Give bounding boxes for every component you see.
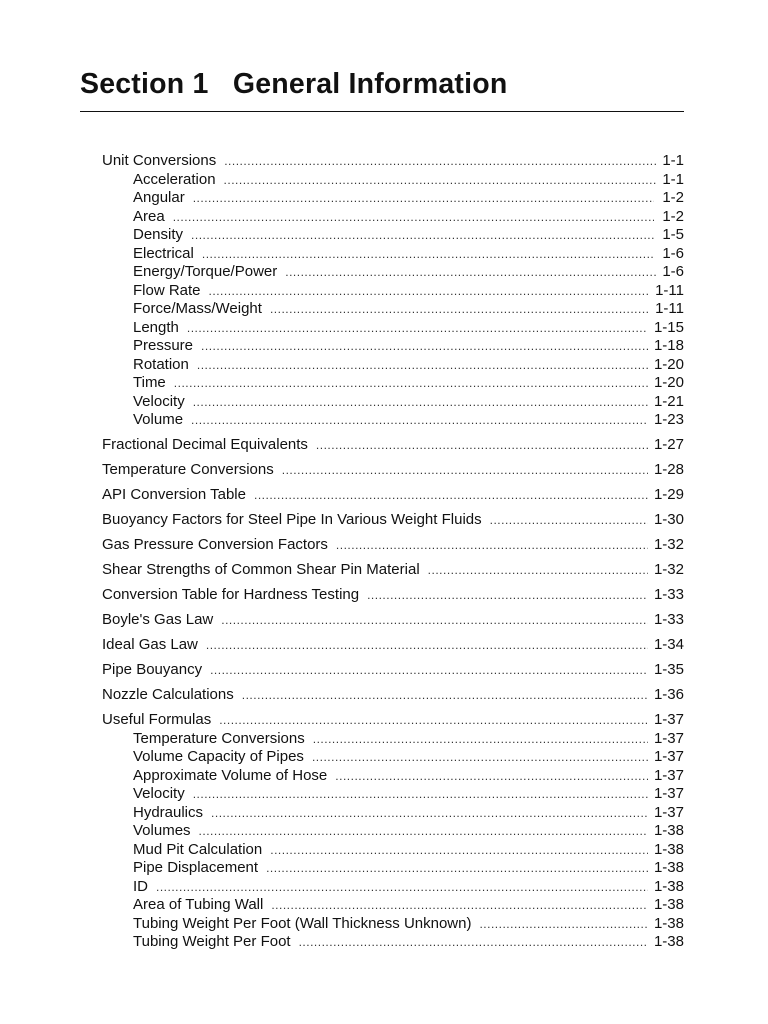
- toc-entry-page: 1-38: [653, 877, 684, 895]
- toc-entry-label: Pipe Bouyancy: [102, 661, 203, 678]
- toc-entry-label: Temperature Conversions: [102, 461, 274, 478]
- toc-entry-label: Area of Tubing Wall: [133, 896, 264, 913]
- toc-subentry: [102, 822, 684, 841]
- toc-entry: [102, 686, 684, 705]
- toc-entry-page: 1-30: [653, 511, 684, 528]
- toc-entry: [102, 536, 684, 555]
- toc-entry-label: Pipe Displacement: [133, 859, 259, 876]
- toc-entry-label: Angular: [133, 189, 185, 206]
- toc-entry-label: Energy/Torque/Power: [133, 263, 278, 280]
- dot-leader: [299, 933, 648, 952]
- dot-leader: [271, 896, 648, 915]
- dot-leader: [174, 374, 648, 393]
- toc-entry: [102, 711, 684, 730]
- toc-subentry: [102, 171, 684, 190]
- toc-entry-label: Mud Pit Calculation: [133, 840, 263, 858]
- table-of-contents: [102, 152, 684, 952]
- toc-entry-label: Length: [133, 318, 179, 336]
- toc-entry-page: 1-35: [653, 661, 684, 678]
- toc-entry-page: 1-37: [653, 711, 684, 728]
- dot-leader: [428, 561, 648, 580]
- toc-entry-label: Flow Rate: [133, 281, 201, 299]
- toc-entry-label: Gas Pressure Conversion Factors: [102, 536, 328, 553]
- toc-subentry: [102, 411, 684, 430]
- toc-entry-page: 1-32: [653, 536, 684, 553]
- dot-leader: [193, 785, 648, 804]
- toc-entry-label: Rotation: [133, 355, 189, 373]
- toc-subentry: [102, 933, 684, 952]
- toc-entry-label: Electrical: [133, 244, 194, 262]
- toc-entry: [102, 486, 684, 505]
- toc-entry-page: 1-20: [653, 374, 684, 391]
- page-title: Section 1 General Information: [80, 68, 508, 100]
- toc-entry-page: 1-38: [653, 933, 684, 950]
- toc-entry-page: 1-38: [653, 859, 684, 876]
- dot-leader: [270, 841, 648, 860]
- title-rule: [80, 111, 684, 112]
- toc-entry: [102, 511, 684, 530]
- toc-subentry: [102, 393, 684, 412]
- toc-entry-label: Velocity: [133, 392, 185, 410]
- toc-entry-label: Unit Conversions: [102, 152, 217, 169]
- dot-leader: [202, 245, 655, 264]
- dot-leader: [219, 711, 648, 730]
- toc-entry-label: Boyle's Gas Law: [102, 611, 214, 628]
- toc-subentry: [102, 189, 684, 208]
- dot-leader: [199, 822, 648, 841]
- dot-leader: [201, 337, 648, 356]
- dot-leader: [335, 767, 648, 786]
- dot-leader: [270, 300, 649, 319]
- toc-entry-label: Density: [133, 226, 184, 243]
- dot-leader: [242, 686, 648, 705]
- toc-entry-label: Ideal Gas Law: [102, 636, 198, 653]
- toc-entry-page: 1-37: [653, 748, 684, 765]
- toc-subentry: [102, 282, 684, 301]
- toc-entry-label: Tubing Weight Per Foot (Wall Thickness Unknown): [133, 914, 472, 932]
- toc-entry-page: 1-20: [653, 355, 684, 373]
- toc-entry-page: 1-5: [662, 226, 684, 243]
- toc-subentry: [102, 263, 684, 282]
- toc-entry-label: Nozzle Calculations: [102, 686, 234, 703]
- toc-subentry: [102, 337, 684, 356]
- toc-entry-label: Approximate Volume of Hose: [133, 766, 328, 784]
- toc-subentry: [102, 226, 684, 245]
- toc-entry-page: 1-23: [653, 411, 684, 428]
- toc-entry-page: 1-38: [653, 896, 684, 913]
- toc-entry-label: Force/Mass/Weight: [133, 300, 262, 317]
- toc-subentry: [102, 208, 684, 227]
- toc-entry-label: Volumes: [133, 822, 191, 839]
- toc-entry-page: 1-1: [662, 170, 684, 188]
- dot-leader: [313, 730, 648, 749]
- toc-entry: [102, 436, 684, 455]
- toc-entry-label: Velocity: [133, 785, 185, 802]
- toc-entry-page: 1-37: [653, 766, 684, 784]
- toc-entry-page: 1-6: [662, 263, 684, 280]
- dot-leader: [209, 282, 650, 301]
- dot-leader: [191, 226, 654, 245]
- toc-entry: [102, 561, 684, 580]
- toc-entry-page: 1-11: [655, 300, 684, 317]
- dot-leader: [173, 208, 654, 227]
- toc-entry-label: Time: [133, 374, 166, 391]
- dot-leader: [479, 915, 648, 934]
- toc-entry-page: 1-38: [653, 822, 684, 839]
- toc-entry-page: 1-37: [653, 785, 684, 802]
- toc-entry-page: 1-2: [662, 207, 684, 225]
- toc-entry-page: 1-27: [653, 436, 684, 453]
- dot-leader: [193, 393, 648, 412]
- toc-entry-page: 1-33: [653, 586, 684, 603]
- toc-subentry: [102, 915, 684, 934]
- toc-subentry: [102, 767, 684, 786]
- dot-leader: [266, 859, 648, 878]
- toc-subentry: [102, 748, 684, 767]
- dot-leader: [193, 189, 655, 208]
- toc-entry-label: ID: [133, 877, 148, 895]
- toc-entry-page: 1-28: [653, 461, 684, 478]
- toc-entry-page: 1-36: [653, 686, 684, 703]
- toc-entry-label: API Conversion Table: [102, 486, 246, 503]
- dot-leader: [206, 636, 648, 655]
- dot-leader: [211, 804, 648, 823]
- dot-leader: [197, 356, 648, 375]
- dot-leader: [221, 611, 648, 630]
- toc-subentry: [102, 300, 684, 319]
- dot-leader: [224, 171, 656, 190]
- dot-leader: [490, 511, 648, 530]
- toc-entry-page: 1-38: [653, 840, 684, 858]
- toc-entry-page: 1-15: [653, 318, 684, 336]
- toc-entry-label: Shear Strengths of Common Shear Pin Material: [102, 561, 420, 578]
- toc-subentry: [102, 878, 684, 897]
- toc-entry-label: Buoyancy Factors for Steel Pipe In Various Weight Fluids: [102, 511, 482, 528]
- toc-entry-page: 1-1: [662, 152, 684, 169]
- toc-entry-page: 1-38: [653, 914, 684, 932]
- toc-subentry: [102, 785, 684, 804]
- toc-subentry: [102, 730, 684, 749]
- dot-leader: [312, 748, 648, 767]
- dot-leader: [210, 661, 648, 680]
- toc-entry-page: 1-18: [653, 337, 684, 354]
- dot-leader: [156, 878, 648, 897]
- dot-leader: [254, 486, 648, 505]
- toc-entry: [102, 636, 684, 655]
- dot-leader: [282, 461, 648, 480]
- toc-entry: [102, 611, 684, 630]
- toc-entry: [102, 586, 684, 605]
- toc-entry-page: 1-6: [662, 244, 684, 262]
- toc-entry-page: 1-32: [653, 561, 684, 578]
- toc-entry-label: Volume: [133, 411, 184, 428]
- toc-entry-page: 1-21: [653, 392, 684, 410]
- toc-entry-label: Tubing Weight Per Foot: [133, 933, 291, 950]
- toc-subentry: [102, 319, 684, 338]
- toc-entry-label: Fractional Decimal Equivalents: [102, 436, 308, 453]
- toc-subentry: [102, 356, 684, 375]
- dot-leader: [367, 586, 648, 605]
- toc-entry-page: 1-29: [653, 486, 684, 503]
- dot-leader: [285, 263, 656, 282]
- toc-entry: [102, 461, 684, 480]
- toc-subentry: [102, 374, 684, 393]
- dot-leader: [187, 319, 648, 338]
- toc-entry-page: 1-34: [653, 636, 684, 653]
- toc-entry-page: 1-33: [653, 611, 684, 628]
- toc-entry-label: Useful Formulas: [102, 711, 212, 728]
- toc-entry-label: Area: [133, 207, 165, 225]
- dot-leader: [316, 436, 648, 455]
- toc-entry-page: 1-11: [655, 281, 684, 299]
- toc-entry-page: 1-2: [662, 189, 684, 206]
- toc-entry: [102, 661, 684, 680]
- toc-entry-label: Acceleration: [133, 170, 216, 188]
- toc-subentry: [102, 841, 684, 860]
- toc-entry-label: Volume Capacity of Pipes: [133, 748, 304, 765]
- dot-leader: [336, 536, 648, 555]
- dot-leader: [191, 411, 648, 430]
- toc-entry-page: 1-37: [653, 803, 684, 821]
- toc-entry-label: Hydraulics: [133, 803, 204, 821]
- dot-leader: [224, 152, 656, 171]
- toc-entry-page: 1-37: [653, 729, 684, 747]
- toc-entry-label: Conversion Table for Hardness Testing: [102, 586, 360, 603]
- toc-subentry: [102, 245, 684, 264]
- toc-entry-label: Temperature Conversions: [133, 729, 305, 747]
- toc-subentry: [102, 896, 684, 915]
- toc-entry-label: Pressure: [133, 337, 194, 354]
- toc-entry: [102, 152, 684, 171]
- toc-subentry: [102, 804, 684, 823]
- toc-subentry: [102, 859, 684, 878]
